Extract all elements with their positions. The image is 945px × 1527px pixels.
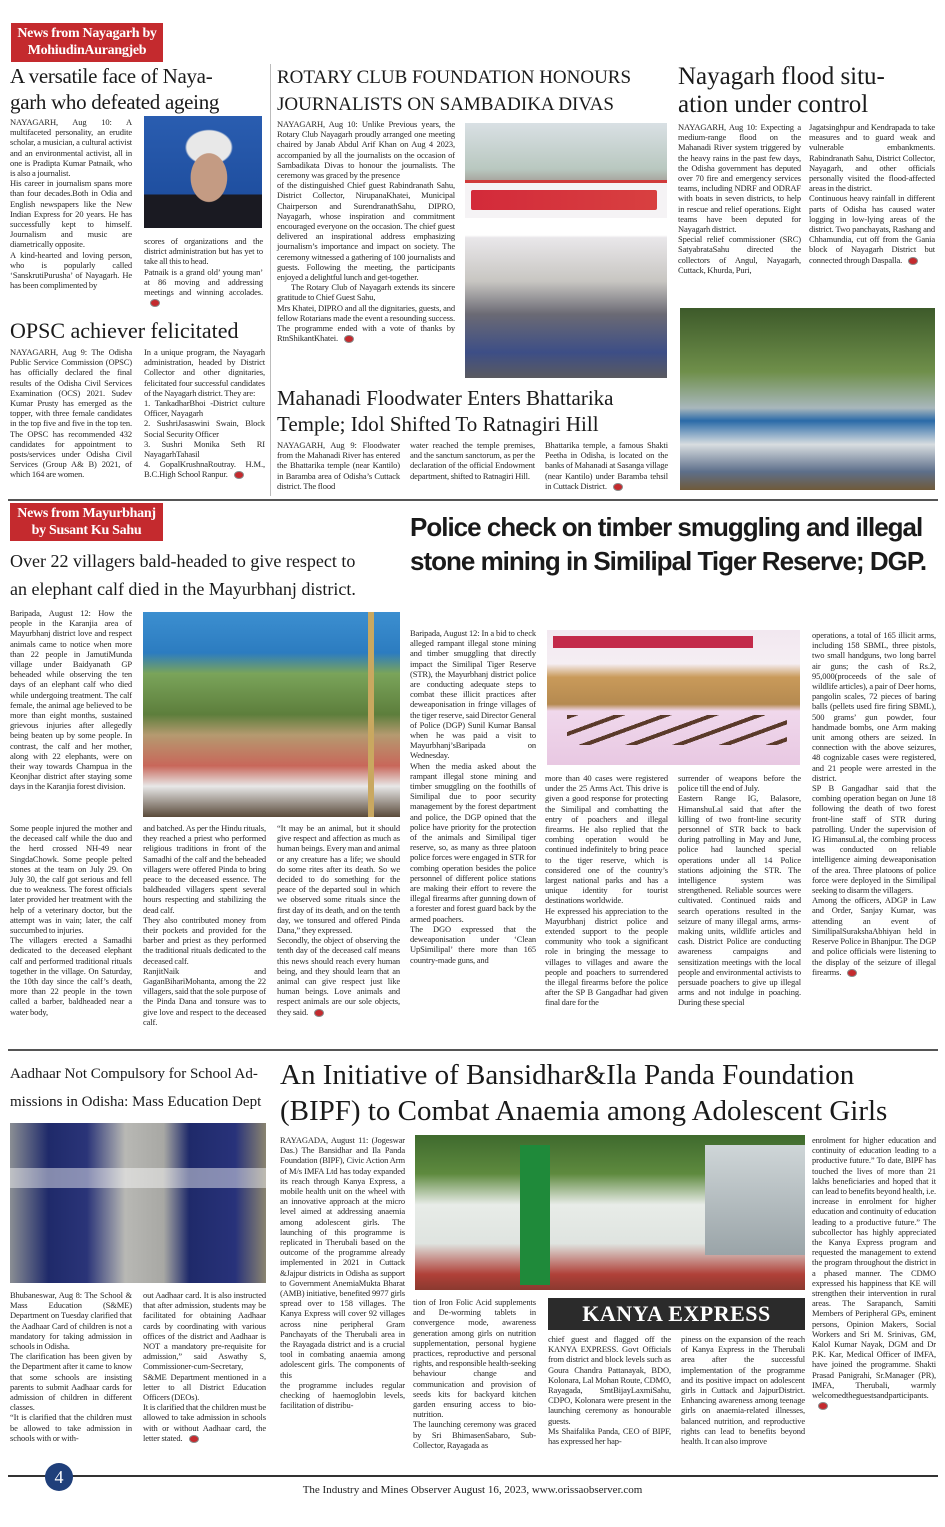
article-paragraph: Jagatsinghpur and Kendrapada to take measures and to guard weak and vulnerable embankments. Rabindranath Sahu, District Collector, Nayagarh, and other officials personally visited the flood-affected areas in the district. bbox=[809, 122, 935, 194]
headline-line: JOURNALISTS ON SAMBADIKA DIVAS bbox=[277, 94, 614, 115]
article-elephant-col0 bbox=[10, 608, 132, 792]
article-police-col1 bbox=[410, 628, 536, 965]
headline-line: Aadhaar Not Compulsory for School Ad- bbox=[10, 1066, 258, 1082]
headline-line: Police check on timber smuggling and illegal bbox=[410, 512, 923, 542]
article-paragraph: 2. SushriJasaswini Swain, Block Social Security Officer bbox=[144, 418, 265, 439]
article-paragraph: NAYAGARH, Aug 9: The Odisha Public Service Commission (OPSC) has officially declared the final results of the Odisha Civil Services Examination (OCS) 2021. Sudev Kumar Prusty has emerged as the topper, with three female candidates in the top five and five in the top ten. The OPSC has recommended 432 candidates for appointment to posts/services under Odisha Civil Services (Group A& B) 2021, of which 164 are women. bbox=[10, 347, 132, 480]
article-paragraph: of the distinguished Chief guest Rabindranath Sahu, District Collector, NirupanaKhatei, Municipal Chairperson and SurendranathSahu, DIPRO, Nayagarh, whose inspiration and commitment encouraged everyone on the occasion. The chief guest delivered an inspirational address emphasizing journalism’s importance and impact on society. The ceremony witnessed a gathering of 100 journalists and guests. Following the meeting, the participants enjoyed a delightful lunch and get-together. bbox=[277, 180, 455, 283]
article-paragraph: 4. GopalKrushnaRoutray. H.M., B.C.High School Ranpur. bbox=[144, 459, 265, 480]
article-bipf-col3 bbox=[548, 1334, 671, 1446]
article-paragraph: Baripada, August 12: How the people in the Karanjia area of Mayurbhanj district love and respect animals came to notice when more than 22 people in JamutiMunda village under Baidyanath GP beheaded while observing the ten days of an elephant calf who died while undergoing treatment. The calf female, the animal age believed to be more than eight months, sustained grievous injuries after allegedly being beaten up by some people. In contrast, the calf and her mother, along with 22 elephants, were on their way towards Champua in the Keonjhar district after staying some days in the Karanjia forest division. bbox=[10, 608, 132, 792]
article-paragraph: Continuous heavy rainfall in different parts of Odisha has caused water logging in low-lying areas of the district. Two panchayats, Rashang and Chhamundia, cut off from the Gania block of Nayagarh District but connected through Daspalla. bbox=[809, 193, 935, 265]
article-paragraph: The launching ceremony was graced by Sri BhimasenSabaro, Sub-Collector, Rayagada as bbox=[413, 1419, 536, 1450]
article-paragraph: In a unique program, the Nayagarh administration, headed by District Collector and other dignitaries, felicitated four successful candidates of the Nayagarh district. They are: bbox=[144, 347, 265, 398]
article-paragraph: Some people injured the mother and the deceased calf while the duo and the herd crossed NH-49 near SingdaChowk. Some people pelted stones at the team on July 29. On July 30, the calf got serious and fell due to weakness. The forest officials later provided her treatment with the help of a veterinary doctor, but the attempt was in vain; later, the calf succumbed to injuries. bbox=[10, 823, 132, 936]
photo-portrait-patnaik bbox=[144, 116, 262, 228]
headline-line: Over 22 villagers bald-headed to give respect to bbox=[10, 551, 356, 571]
article-opsc-col1 bbox=[10, 347, 132, 480]
photo-kanya-express-launch bbox=[415, 1135, 805, 1290]
article-opsc-col2 bbox=[144, 347, 265, 480]
headline-line: Temple; Idol Shifted To Ratnagiri Hill bbox=[277, 412, 599, 436]
article-paragraph: He expressed his appreciation to the Mayurbhanj district police and extended support to the people community who took a significant role in bringing the message to villages to villages and aware the people and poachers to surrendered the illegal firearms before the police after the SP B Gangadhar had given final dare for the bbox=[545, 905, 668, 1008]
article-paragraph: Ms Shaifalika Panda, CEO of BIPF, has expressed her hap- bbox=[548, 1425, 671, 1447]
photo-rifles bbox=[567, 715, 787, 745]
article-paragraph: A kind-hearted and loving person, who is popularly called ‘SanskrutiPurusha’ of Nayagarh. He has been complimented by bbox=[10, 249, 132, 291]
end-mark-icon bbox=[314, 1009, 324, 1017]
label-line: by Susant Ku Sahu bbox=[31, 523, 142, 538]
headline-line: Mahanadi Floodwater Enters Bhattarika bbox=[277, 386, 614, 410]
label-line: News from Nayagarh by bbox=[17, 26, 157, 41]
article-paragraph: 3. Sushri Monika Seth RI NayagarhTahasil bbox=[144, 438, 265, 460]
article-paragraph: Baripada, August 12: In a bid to check alleged rampant illegal stone mining and timber smuggling that directly impact the Similipal Tiger Reserve (STR), the Mayurbhanj district police are conducting adequate steps to combat these illicit practices after deweaponisation in fringe villages of the tiger reserve, said Director General of Police (DGP) Sunil Kumar Bansal when he was paid a visit to Mayurbhanj’sBaripada on Wednesday. bbox=[410, 628, 536, 761]
article-paragraph: “It may be an animal, but it should give respect and affection as much as human beings. Every man and animal or any creature has a life; we should do some rites after its death. So we decided to do something for the peace of the departed soul in which we observed some rituals since the first day of its death, and on the tenth day, we tonsured and offered Pinda Dana,” they expressed. bbox=[277, 823, 400, 936]
end-mark-icon bbox=[908, 257, 918, 265]
article-paragraph: 1. TankadharBhoi -District culture Officer, Nayagarh bbox=[144, 398, 265, 419]
article-aadhaar-col1 bbox=[10, 1290, 132, 1443]
end-mark-icon bbox=[150, 299, 160, 307]
article-police-col2 bbox=[545, 773, 668, 1008]
headline-line: ROTARY CLUB FOUNDATION HONOURS bbox=[277, 67, 632, 88]
kanya-express-banner bbox=[548, 1298, 805, 1330]
article-versatile-col2 bbox=[144, 236, 263, 307]
section-label-mayurbhanj bbox=[10, 503, 163, 541]
footer-text bbox=[0, 1483, 945, 1497]
article-paragraph: Bhubaneswar, Aug 8: The School & Mass Education (S&ME) Department on Tuesday clarified that the Aadhaar Card of children is not a mandatory for taking admission in schools in Odisha. bbox=[10, 1290, 132, 1352]
article-paragraph: Among the officers, ADGP in Law and Order, Sanjay Kumar, was attending an event of SimilipalSurakshaAbhiyan held in Reserve Police in Bhanjpur. The DGP and police officials were listening to the display of the seizure of illegal firearms. bbox=[812, 895, 936, 977]
headline-line: A versatile face of Naya- bbox=[10, 64, 213, 88]
article-paragraph: His career in journalism spans more than four decades.Both in Odia and English newspapers like the New Indian Express for 20 years. He has successfully kept to himself. Journalism and music are diametrically opposite. bbox=[10, 178, 132, 250]
section-label-nayagarh bbox=[11, 23, 163, 62]
article-paragraph: RanjitNaik and GaganBihariMohanta, among the 22 villagers, said that the sole purpose of the Pinda Dana and tonsure was to give love and respect to the deceased calf. bbox=[143, 965, 266, 1027]
section-divider bbox=[8, 1049, 938, 1051]
article-paragraph: Bhattarika temple, a famous Shakti Peetha in Odisha, is located on the banks of Mahanadi at Sasanga village (near Kantilo) under Baramba tehsil in Cuttack District. bbox=[545, 440, 668, 491]
article-police-col3 bbox=[678, 773, 801, 1008]
article-paragraph: SP B Gangadhar said that the combing operation began on June 18 following the death of two forest front-line staff of STR during patrolling. Under the supervision of IG HimansuLal, the combing process was conducted on reliable intelligence aiming deweaponisation of the area. Three platoons of police force were deployed in the Similipal seeking to disarm the villagers. bbox=[812, 783, 936, 896]
article-paragraph: NAYAGARH, Aug 10: Expecting a medium-range flood on the Mahanadi River system triggered by the heavy rains in the past few days, the Odisha government has deputed over 70 fire and emergency services teams, including NDRF and ODRAF with boats in seven districts, to help in rescue and relief operations. Eight teams have been deputed for Nayagarh district. bbox=[678, 122, 801, 235]
headline-line: ation under control bbox=[678, 91, 869, 118]
photo-green-flag bbox=[520, 1145, 550, 1285]
photo-school-girls bbox=[10, 1123, 266, 1283]
article-paragraph: The DGO expressed that the deweaponisation under ‘Clean UpSimilipal’ there more than 165 country-made guns, and bbox=[410, 923, 536, 965]
headline-elephant bbox=[10, 547, 356, 603]
headline-mahanadi bbox=[277, 385, 613, 437]
article-paragraph: chief guest and flagged off the KANYA EXPRESS. Govt Officials from district and block levels such as Goura Chandra Pattanayak, BDO, Kolonara, Lal Mohan Route, CDMO, Rayagada, SmtBijayLaxmiSahu, CDPO, Kolonara were present in the launching ceremony as honourable guests. bbox=[548, 1334, 671, 1426]
label-line: News from Mayurbhanj bbox=[17, 506, 156, 521]
article-paragraph: NAYAGARH, Aug 9: Floodwater from the Mahanadi River has entered the Bhattarika temple (near Kantilo) in Baramba area of Odisha’s Cuttack district. The flood bbox=[277, 440, 400, 491]
article-paragraph: The villagers erected a Samadhi dedicated to the deceased elephant calf and performed traditional rituals together in the village. On Saturday, the 10th day since the calf’s death, more than 22 people in the town called a barber, baldheaded near a water body, bbox=[10, 935, 132, 1017]
article-mahanadi-col1 bbox=[277, 440, 400, 491]
end-mark-icon bbox=[847, 969, 857, 977]
article-paragraph: water reached the temple premises, and the sanctum sanctorum, as per the declaration of the official Endowment department, shifted to Ratnagiri Hill. bbox=[410, 440, 535, 481]
article-paragraph: operations, a total of 165 illicit arms, including 158 SBML, three pistols, two small handguns, two long barrel air guns; the cash of Rs.2, 95,000(proceeds of the sale of wildlife articles), a pair of Deer horns, pangolin scales, 72 pieces of baring balls (pellets used fire firing SBML), 500 grams’ gun powder, four handmade bombs, one Arm making unit among others are seized. In connection with the above seizures, 48 cognizable cases were registered, and 21 people were arrested in the district. bbox=[812, 630, 936, 783]
end-mark-icon bbox=[818, 1402, 828, 1410]
article-paragraph: the programme includes regular checking of haemoglobin levels, facilitation of distribu- bbox=[280, 1379, 405, 1411]
article-paragraph: Secondly, the object of observing the tenth day of the deceased calf means this news should reach every human being, and they should learn that an animal can give respect just like human beings. Love animals and respect animals are our sole objects, they said. bbox=[277, 935, 400, 1017]
end-mark-icon bbox=[344, 335, 354, 343]
end-mark-icon bbox=[189, 1435, 199, 1443]
photo-building bbox=[705, 1145, 805, 1255]
end-mark-icon bbox=[234, 471, 244, 479]
headline-line: Nayagarh flood situ- bbox=[678, 63, 885, 90]
photo-banner-text bbox=[553, 636, 753, 648]
article-bipf-col2 bbox=[413, 1297, 536, 1450]
article-elephant-col1 bbox=[10, 823, 132, 1017]
article-paragraph: surrender of weapons before the police till the end of July. bbox=[678, 773, 801, 794]
article-elephant-col3 bbox=[277, 823, 400, 1017]
article-paragraph: tion of Iron Folic Acid supplements and De-worming tablets in convergence mode, awareness generation among girls on nutrition supplementation, personal hygiene practices, reproductive and personal rights, and responsible health-seeking behaviour change and communication and provision of seeds kits for backyard kitchen garden ensuring access to bio-nutrition. bbox=[413, 1297, 536, 1420]
banner-odia-text-mark bbox=[471, 190, 657, 210]
article-paragraph: It is clarified that the children must be allowed to take admission in schools with or without Aadhaar card, the letter stated. bbox=[143, 1402, 266, 1443]
headline-line: stone mining in Similipal Tiger Reserve; DGP. bbox=[410, 546, 927, 576]
photo-rotary-ceremony bbox=[465, 123, 667, 378]
section-divider bbox=[8, 499, 938, 501]
article-paragraph: “It is clarified that the children must be allowed to take admission in schools with or with- bbox=[10, 1412, 132, 1443]
headline-line: missions in Odisha: Mass Education Dept bbox=[10, 1094, 262, 1110]
article-paragraph: NAYAGARH, Aug 10: A multifaceted personality, an erudite scholar, a musician, a cultural activist and an environmental activist, all in one is Pradipta Kumar Patnaik, who is also a journalist. bbox=[10, 117, 132, 179]
photo-police-weapons-display bbox=[547, 630, 800, 765]
article-paragraph: They also contributed money from their pockets and provided for the barber and priest as they performed the traditional rituals dedicated to the deceased calf. bbox=[143, 914, 266, 966]
article-paragraph: NAYAGARH, Aug 10: Unlike Previous years, the Rotary Club Nayagarh proudly arranged one meeting chaired by Janab Abdul Arif Khan on Aug 4 2023, accompanied by all the journalists on the occasion of Sambadikata Divas to honour the journalists. The ceremony was graced by the presence bbox=[277, 119, 455, 181]
article-paragraph: Eastern Range IG, Balasore, HimanshuLal said that after the killing of two front-line security personnel of STR back to back during patrolling in May and June, police had launched special operations under all 14 Police stations adjoining the STR. The intelligence system was strengthened. Reliable sources were cultivated. Continued raids and search operations resulted in the seizure of many illegal arms, arms-making units, wildlife articles and cash. District Police are conducting awareness campaigns and sensitization meetings with the local people and environmental activists to persuade poachers to give up illegal arms and not indulge in poaching. During these special bbox=[678, 793, 801, 1008]
page-number-text: 4 bbox=[54, 1467, 64, 1487]
article-paragraph: more than 40 cases were registered under the 25 Arms Act. This drive is given a good response for protecting the Similipal and combatting the entry of poachers and illegal firearms. He also replied that the combing operation would be continued indefinitely to bring peace to the tiger reserve, which is considered one of the country’s largest national parks and has a unique identity for tourist destinations worldwide. bbox=[545, 773, 668, 906]
article-paragraph: piness on the expansion of the reach of Kanya Express in the Therubali area after the successful implementation of the programme and its positive impact on adolescent girls in Cuttack and JajpurDistrict. Enhancing awareness among teenage girls on anaemia-related illnesses, balanced nutrition, and reproductive rights can lead to benefits beyond health. It can also improve bbox=[681, 1334, 805, 1447]
article-rotary-col bbox=[277, 119, 455, 343]
label-line: MohiudinAurangjeb bbox=[27, 43, 147, 58]
article-paragraph: Special relief commissioner (SRC) SatyabrataSahu directed the collectors of Angul, Nayagarh, Cuttack, Khurda, Puri, bbox=[678, 234, 801, 275]
headline-flood bbox=[678, 63, 885, 119]
article-paragraph: scores of organizations and the district administration but has yet to take all this to head. bbox=[144, 236, 263, 267]
headline-opsc bbox=[10, 318, 238, 344]
banner-text: KANYA EXPRESS bbox=[582, 1301, 771, 1326]
photo-shirts bbox=[10, 1168, 266, 1188]
column-divider bbox=[270, 64, 271, 496]
article-paragraph: Mrs Khatei, DIPRO and all the dignitaries, guests, and fellow Rotarians made the event a resounding success. The programme ended with a vote of thanks by RtnShikantKhatei. bbox=[277, 302, 455, 344]
headline-line: (BIPF) to Combat Anaemia among Adolescent Girls bbox=[280, 1095, 888, 1127]
end-mark-icon bbox=[613, 483, 623, 491]
article-paragraph: When the media asked about the rampant illegal stone mining and timber smuggling on the foothills of Similipal due to poor security management by the forest department and police, the DGP opined that the police have priority for the protection of the animals and Similipal tiger reserve, so, as many as three platoon police forces were engaged in STR for combing operation besides the police personnel of different police stations are making their effort to revere the illegal firearms after gunning down of a forester and forest guard back by the armed poachers. bbox=[410, 760, 536, 924]
article-elephant-col2 bbox=[143, 823, 266, 1027]
article-paragraph: The clarification has been given by the Department after it came to know that some schools are insisting parents to submit Aadhaar cards for admission of children in different classes. bbox=[10, 1351, 132, 1413]
headline-versatile bbox=[10, 63, 219, 115]
article-paragraph: The Rotary Club of Nayagarh extends its sincere gratitude to Chief Guest Sahu, bbox=[277, 282, 455, 303]
headline-line: an elephant calf died in the Mayurbhanj district. bbox=[10, 579, 356, 599]
footer-rule bbox=[8, 1475, 938, 1477]
article-paragraph: Patnaik is a grand old’ young man’ at 86 moving and addressing meetings and winning accolades. bbox=[144, 267, 263, 308]
headline-line: garh who defeated ageing bbox=[10, 90, 220, 114]
article-flood-col1 bbox=[678, 122, 801, 275]
article-police-col4 bbox=[812, 630, 936, 977]
article-mahanadi-col2 bbox=[410, 440, 535, 481]
headline-line: OPSC achiever felicitated bbox=[10, 318, 239, 343]
article-paragraph: RAYAGADA, August 11: (Jogeswar Das.) The Bansidhar and Ila Panda Foundation (BIPF), Civic Action Arm of M/s IMFA Ltd has today expanded its reach through Kanya Express, a mobile health unit on the wheel with an innovative approach at the micro level aimed at addressing anaemia among adolescent girls. The launching of this programme is replicated in Therubali based on the outcome of the programme already implemented in 2021 in Cuttack &Jajpur districts in Odisha as support to Government AnemiaMukta Bharat (AMB) initiative, benefited 9977 girls spread over to 158 villages. The Kanya Express will cover 92 villages across nine peripheral Gram Panchayats of the Therubali area in the Rayagada district and is a crucial tool in combating anaemia among adolescent girls. The components of this bbox=[280, 1135, 405, 1380]
headline-aadhaar bbox=[10, 1060, 261, 1116]
article-versatile-col1 bbox=[10, 117, 132, 290]
photo-villagers-ritual bbox=[143, 612, 400, 817]
article-paragraph: enrolment for higher education and continuity of education leading to a productive future.” To date, BIPF has touched the lives of more than 21 lakhs beneficiaries and hoped that it can lead to benefits beyond health, i.e. increase in enrolment for higher education and continuity of education leading to a productive future.” The subcollector has highly appreciated the Kanya Express program and requested the management to extend the program throughout the district in a phased manner. The CDMO expressed his happiness that KE will strengthen their intervention in rural areas. The Sarapanch, Samiti Members of Peripheral GPs, eminent persons, Opinion Makers, Social Workers and Sri M. Srinivas, GM, Kalol Kumar Nayak, DGM and Dr P.K. Kar, Medical Officer of IMFA, have joined the programme. Shakti Prasad Panigrahi, Sr.Manager (PR), IMFA, Therubali, warmly welcomedtheguestsandparticipants. bbox=[812, 1135, 936, 1410]
article-bipf-col4 bbox=[681, 1334, 805, 1446]
article-paragraph: out Aadhaar card. It is also instructed that after admission, students may be facilitated for obtaining Aadhaar cards by coordinating with various offices of the district and Aadhaar is NOT a mandatory pre-requisite for admission,” said Aswathy S, Commissioner-cum-Secretary, S&ME Department mentioned in a letter to all District Education Officers (DEOs). bbox=[143, 1290, 266, 1403]
photo-tent-pole bbox=[368, 612, 374, 817]
article-flood-col2 bbox=[809, 122, 935, 265]
article-mahanadi-col3 bbox=[545, 440, 668, 491]
article-bipf-col5 bbox=[812, 1135, 936, 1410]
article-bipf-col1 bbox=[280, 1135, 405, 1410]
footer-masthead: The Industry and Mines Observer August 16, 2023, www.orissaobserver.com bbox=[302, 1484, 643, 1496]
article-paragraph: and batched. As per the Hindu rituals, they reached a priest who performed religious traditions in front of the Samadhi of the calf and the beheaded villagers were offered Pinda to bring peace to the deceased essence. The baldheaded villagers spent several hours respecting and stabilizing the dead calf. bbox=[143, 823, 266, 915]
photo-flood-inspection bbox=[680, 308, 935, 490]
article-aadhaar-col2 bbox=[143, 1290, 266, 1443]
headline-line: An Initiative of Bansidhar&Ila Panda Foundation bbox=[280, 1059, 855, 1091]
headline-police bbox=[410, 510, 935, 578]
headline-bipf bbox=[280, 1057, 887, 1129]
headline-rotary bbox=[277, 64, 631, 118]
